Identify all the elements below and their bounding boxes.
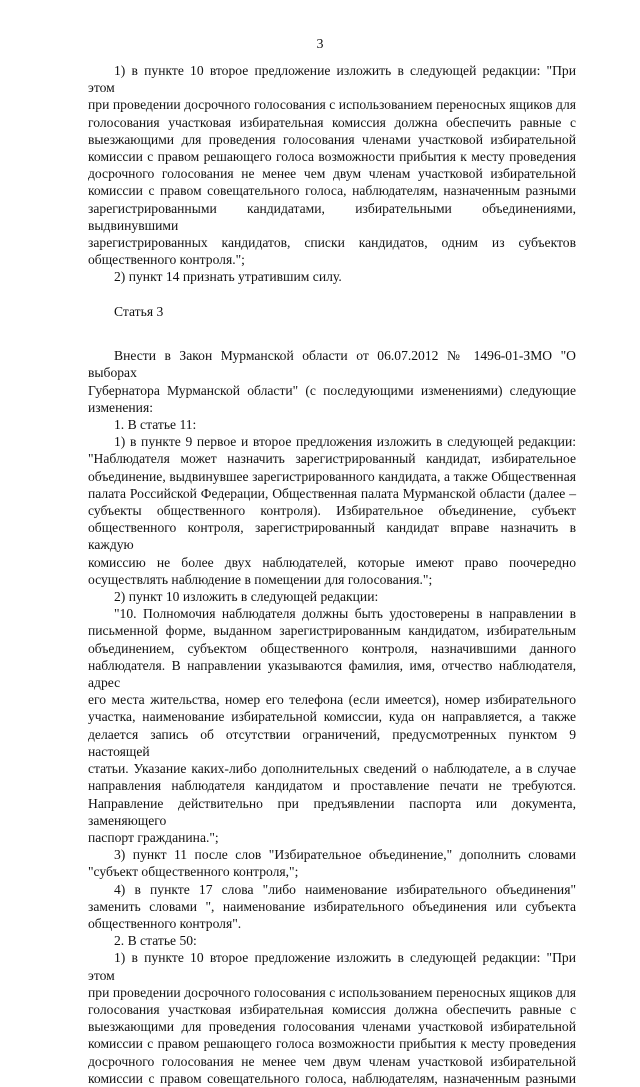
text-line: 1) в пункте 9 первое и второе предложения изложить в следующей редакции: (114, 434, 576, 450)
text-line: Губернатора Мурманской области" (с последующими изменениями) следующие (88, 382, 576, 398)
text-line: общественного контроля."; (88, 252, 245, 268)
text-line: при проведении досрочного голосования с использованием переносных ящиков для (88, 984, 576, 1000)
text-line: 1) в пункте 10 второе предложение изложить в следующей редакции: "При этом (88, 950, 576, 983)
text-line: его места жительства, номер его телефона (если имеется), номер избирательного (88, 692, 576, 708)
text-line: зарегистрированными кандидатами, избирательными объединениями, выдвинувшими (88, 200, 576, 233)
text-line: 1) в пункте 10 второе предложение изложить в следующей редакции: "При этом (88, 63, 576, 96)
text-line: наблюдателя. В направлении указываются фамилия, имя, отчество наблюдателя, адрес (88, 657, 576, 691)
text-line: заменить словами ", наименование избирательного объединения или субъекта (88, 898, 576, 914)
article-heading: Статья 3 (114, 303, 164, 319)
text-line: осуществлять наблюдение в помещении для голосования."; (88, 571, 433, 587)
text-line: статьи. Указание каких-либо дополнительных сведений о наблюдателе, а в случае (88, 761, 576, 777)
text-line: досрочного голосования не менее чем двум членам участковой избирательной (88, 166, 576, 182)
text-line: субъекты общественного контроля). Избирательное объединение, субъект (88, 503, 576, 519)
text-line: общественного контроля". (88, 915, 242, 931)
text-line: 3) пункт 11 после слов "Избирательное объединение," дополнить словами (114, 847, 576, 863)
blank-line (88, 286, 576, 303)
text-line: выезжающими для проведения голосования членами участковой избирательной (88, 1019, 576, 1035)
text-line: "Наблюдателя может назначить зарегистрированный кандидат, избирательное (88, 451, 576, 467)
text-line: Направление действительно при предъявлении паспорта или документа, заменяющего (88, 795, 576, 828)
blank-line (88, 337, 576, 347)
text-line: "10. Полномочия наблюдателя должны быть удостоверены в направлении в (114, 606, 576, 622)
text-line: общественного контроля, зарегистрированный кандидат вправе назначить в каждую (88, 520, 576, 553)
text-line: выезжающими для проведения голосования членами участковой избирательной (88, 131, 576, 147)
text-line: Внести в Закон Мурманской области от 06.07.2012 № 1496-01-ЗМО "О выборах (88, 348, 576, 381)
text-line: комиссии с правом совещательного голоса, наблюдателям, назначенным разными (88, 183, 576, 199)
text-line: досрочного голосования не менее чем двум членам участковой избирательной (88, 1053, 576, 1069)
text-line: комиссию не более двух наблюдателей, которые имеют право поочередно (88, 554, 576, 570)
text-line: направления наблюдателя кандидатом и проставление печати не требуются. (88, 778, 576, 794)
text-line: при проведении досрочного голосования с использованием переносных ящиков для (88, 97, 576, 113)
text-line: комиссии с правом решающего голоса возможности прибытия к месту проведения (88, 149, 576, 165)
text-line: 2. В статье 50: (114, 933, 197, 949)
text-line: комиссии с правом решающего голоса возможности прибытия к месту проведения (88, 1036, 576, 1052)
text-line: 4) в пункте 17 слова "либо наименование избирательного объединения" (114, 881, 576, 897)
text-line: делается запись об отсутствии ограничений, предусмотренных пунктом 9 настоящей (88, 726, 576, 759)
page-number: 3 (316, 37, 324, 52)
text-line: зарегистрированных кандидатов, списки кандидатов, одним из субъектов (88, 235, 576, 251)
text-line: голосования участковая избирательная комиссия должна обеспечить равные с (88, 1001, 576, 1017)
text-line: изменения: (88, 399, 153, 415)
text-line: участка, наименование избирательной комиссии, куда он направляется, а также (88, 709, 576, 725)
text-line: объединение, выдвинувшее зарегистрированного кандидата, а также Общественная (88, 468, 576, 484)
text-line: объединением, субъектом общественного контроля, назначившими данного (88, 640, 576, 656)
text-line: "субъект общественного контроля,"; (88, 864, 299, 880)
text-line: письменной форме, выданном зарегистрированным кандидатом, избирательным (88, 623, 576, 639)
text-line: комиссии с правом совещательного голоса, наблюдателям, назначенным разными (88, 1070, 576, 1086)
document-body (88, 62, 576, 1087)
text-line: 2) пункт 10 изложить в следующей редакции: (114, 589, 379, 605)
text-line: 2) пункт 14 признать утратившим силу. (114, 269, 342, 285)
blank-line (88, 320, 576, 337)
text-line: голосования участковая избирательная комиссия должна обеспечить равные с (88, 114, 576, 130)
text-line: палата Российской Федерации, Общественная палата Мурманской области (далее – (88, 485, 576, 501)
text-line: паспорт гражданина."; (88, 829, 219, 845)
text-line: 1. В статье 11: (114, 417, 197, 433)
